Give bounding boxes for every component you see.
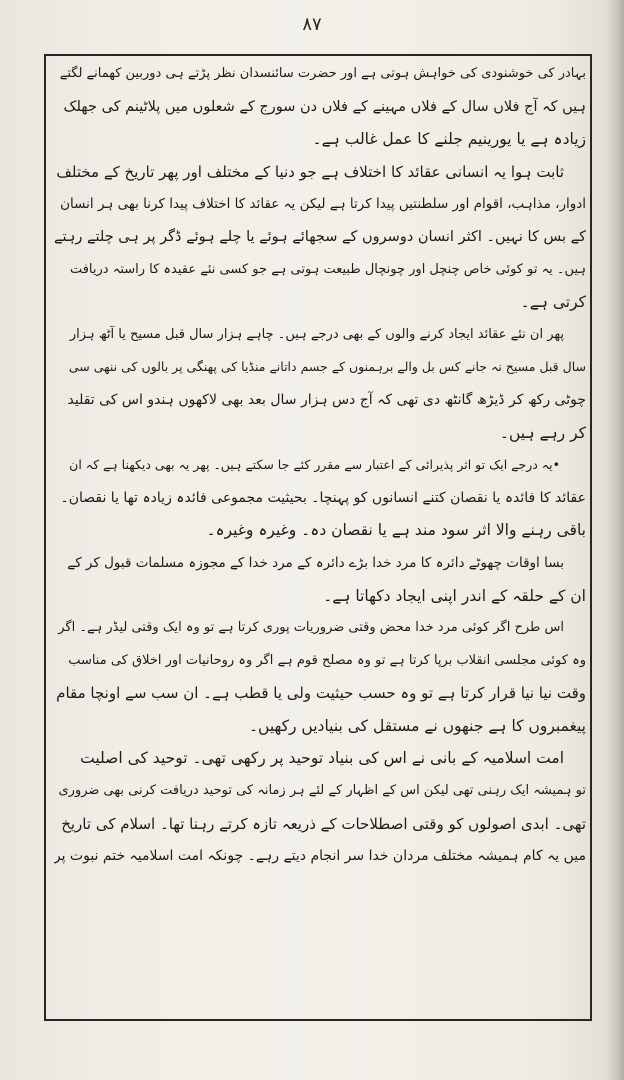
text-line	[54, 221, 586, 254]
text-line-content: میں یہ کام ہمیشہ مختلف مردان خدا سر انجام دیتے رہے۔ چونکہ امت اسلامیہ ختم نبوت پر	[54, 848, 586, 865]
page-binding-shadow	[606, 0, 624, 1080]
text-line-content: ادوار، مذاہب، اقوام اور سلطنتیں پیدا کرتا ہے لیکن یہ عقائد کا اختلاف پیدا کرنا بھی ہر انسان	[60, 196, 586, 213]
text-line-content: چوٹی رکھ کر ڈیڑھ گانٹھ دی تھی کہ آج دس ہزار سال بعد بھی لاکھوں ہندو اس کی تقلید	[67, 391, 586, 408]
text-line	[54, 188, 586, 221]
text-line-content: سال قبل مسیح نہ جانے کس بل والے برہمنوں کے جسم داتانے منڈیا کی پھنگی پر بالوں کی ننھی سی	[68, 359, 586, 375]
text-line	[54, 580, 586, 613]
text-line-content: بسا اوقات چھوٹے دائرہ کا مرد خدا بڑے دائرہ کے مرد خدا کے مجوزہ مسلمات قبول کر کے	[67, 554, 564, 571]
text-line	[54, 449, 586, 482]
text-line-content: یہ درجے ایک تو اثر پذیرائی کے اعتبار سے مقرر کئے جا سکتے ہیں۔ پھر یہ بھی دیکھنا ہے کہ ان	[69, 457, 553, 473]
text-line	[54, 156, 586, 189]
text-line-content: امت اسلامیہ کے بانی نے اس کی بنیاد توحید پر رکھی تھی۔ توحید کی اصلیت	[80, 749, 564, 768]
text-line-content: باقی رہنے والا اثر سود مند ہے یا نقصان دہ۔ وغیرہ وغیرہ۔	[206, 521, 586, 540]
text-line-content: بہادر کی خوشنودی کی خواہش ہوتی ہے اور حضرت سائنسدان نظر پڑتے ہی دوربین کھمانے لگتے	[59, 66, 586, 81]
text-line	[54, 514, 586, 547]
text-line	[54, 742, 586, 775]
text-line	[54, 547, 586, 580]
text-line	[54, 286, 586, 319]
text-line-content: کر رہے ہیں۔	[499, 423, 586, 442]
text-line	[54, 351, 586, 384]
text-line-content: کے بس کا نہیں۔ اکثر انسان دوسروں کے سجھائے ہوئے یا چلے ہوئے ڈگر پر ہی چلتے رہتے	[54, 228, 586, 245]
text-line	[54, 612, 586, 645]
text-line	[54, 58, 586, 91]
text-line	[54, 417, 586, 450]
text-line	[54, 91, 586, 124]
text-line	[54, 645, 586, 678]
text-line-content: ہیں کہ آج فلاں سال کے فلاں مہینے کے فلاں دن سورج کے شعلوں میں پلاٹینم کی جھلک	[63, 98, 586, 115]
text-line-content: تو ہمیشہ ایک رہنی تھی لیکن اس کے اظہار کے لئے ہر زمانہ کی توحید دریافت کرنی بھی ضروری	[58, 783, 586, 799]
text-line-content: ان کے حلقہ کے اندر اپنی ایجاد دکھاتا ہے۔	[323, 586, 586, 605]
page-number: ۸۷	[302, 14, 322, 35]
text-line-content: زیادہ ہے یا یورینیم جلنے کا عمل غالب ہے۔	[312, 130, 586, 149]
text-line	[54, 677, 586, 710]
text-line	[54, 775, 586, 808]
text-line-content: ہیں۔ یہ تو کوئی خاص چنچل اور چونچال طبیعت ہوتی ہے جو کسی نئے عقیدہ کا راستہ دریافت	[69, 261, 586, 277]
text-line	[54, 319, 586, 352]
text-line-content: پیغمبروں کا ہے جنھوں نے مستقل کی بنیادیں رکھیں۔	[248, 716, 586, 735]
text-line	[54, 254, 586, 287]
text-line	[54, 384, 586, 417]
text-line-content: تھی۔ ابدی اصولوں کو وقتی اصطلاحات کے ذریعہ تازہ کرتے رہنا تھا۔ اسلام کی تاریخ	[61, 814, 586, 833]
bullet-mark: •	[552, 457, 560, 473]
text-line-content: عقائد کا فائدہ یا نقصان کتنے انسانوں کو پہنچا۔ بحیثیت مجموعی فائدہ زیادہ تھا یا نقصان۔	[60, 489, 586, 506]
text-line-content: ثابت ہوا یہ انسانی عقائد کا اختلاف ہے جو دنیا کے مختلف اور پھر تاریخ کے مختلف	[56, 162, 564, 181]
text-line	[54, 123, 586, 156]
text-line	[54, 482, 586, 515]
text-line-content: وہ کوئی مجلسی انقلاب برپا کرتا ہے تو وہ مصلح قوم ہے اگر وہ روحانیات اور اخلاق کی مناسب	[68, 652, 586, 668]
text-line	[54, 840, 586, 873]
text-line-content: کرتی ہے۔	[520, 293, 586, 312]
text-line	[54, 710, 586, 743]
text-line-content: پھر ان نئے عقائد ایجاد کرنے والوں کے بھی درجے ہیں۔ چاہے ہزار سال قبل مسیح یا آٹھ ہزار	[69, 326, 564, 342]
text-line-content: وقت نیا نیا قرار کرتا ہے تو وہ حسب حیثیت ولی یا قطب ہے۔ ان سب سے اونچا مقام	[56, 684, 586, 703]
text-line-content: اس طرح اگر کوئی مرد خدا محض وقتی ضروریات پوری کرتا ہے تو وہ ایک وقتی لیڈر ہے۔ اگر	[58, 620, 564, 636]
text-line	[54, 808, 586, 841]
urdu-text-block	[54, 58, 586, 1016]
